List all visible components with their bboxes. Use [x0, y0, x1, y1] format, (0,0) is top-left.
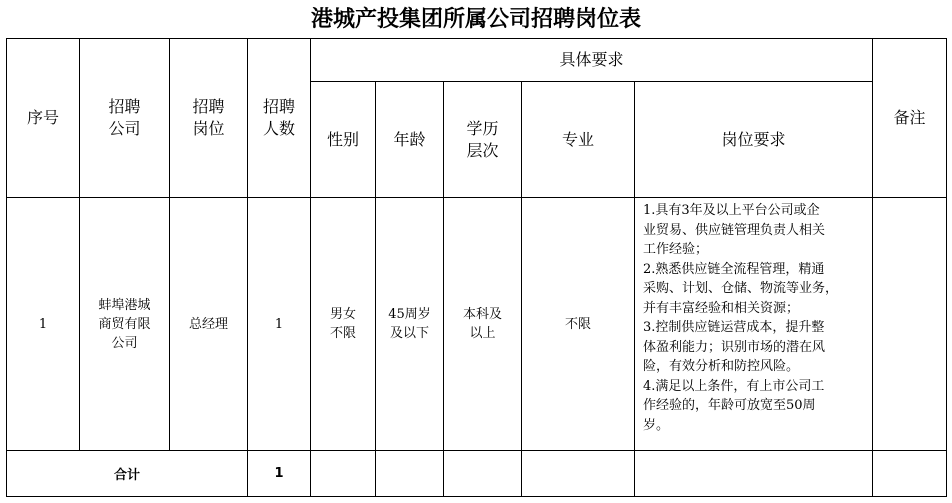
cell-gender: 男女 不限: [311, 198, 376, 451]
header-major: 专业: [522, 82, 635, 198]
header-age: 年龄: [376, 82, 444, 198]
total-label: 合计: [7, 450, 248, 496]
cell-seq: 1: [7, 198, 80, 451]
header-company: 招聘 公司: [80, 39, 170, 198]
header-count: 招聘 人数: [248, 39, 311, 198]
total-empty-job-requirements: [635, 450, 873, 496]
cell-age: 45周岁 及以下: [376, 198, 444, 451]
page-title: 港城产投集团所属公司招聘岗位表: [310, 6, 641, 32]
header-seq: 序号: [7, 39, 80, 198]
cell-count: 1: [248, 198, 311, 451]
header-remarks: 备注: [873, 39, 947, 198]
header-position: 招聘 岗位: [170, 39, 248, 198]
cell-remarks: [873, 198, 947, 451]
total-empty-age: [376, 450, 444, 496]
header-gender: 性别: [311, 82, 376, 198]
cell-job-requirements: 1.具有3年及以上平台公司或企 业贸易、供应链管理负责人相关 工作经验； 2.熟悉供应链全流程管理，精通 采购、计划、仓储、物流等业务， 并有丰富经验和相关资源； 3.控制供应链运营成本，提升整 体盈利能力；识别市场的潜在风 险，有效分析和防控风险。 4.满足以上条件，有上市公司工 作经验的，年龄可放宽至50周 岁。: [635, 198, 873, 451]
total-empty-major: [522, 450, 635, 496]
total-empty-gender: [311, 450, 376, 496]
cell-company: 蚌埠港城 商贸有限 公司: [80, 198, 170, 451]
header-requirements-group: 具体要求: [311, 39, 873, 82]
table-row: [7, 198, 947, 451]
cell-position: 总经理: [170, 198, 248, 451]
total-empty-remarks: [873, 450, 947, 496]
cell-education: 本科及 以上: [444, 198, 522, 451]
total-empty-education: [444, 450, 522, 496]
recruitment-table: [6, 38, 947, 497]
cell-major: 不限: [522, 198, 635, 451]
header-job-requirements: 岗位要求: [635, 82, 873, 198]
total-count: 1: [248, 450, 311, 496]
header-education: 学历 层次: [444, 82, 522, 198]
total-row: [7, 450, 947, 496]
